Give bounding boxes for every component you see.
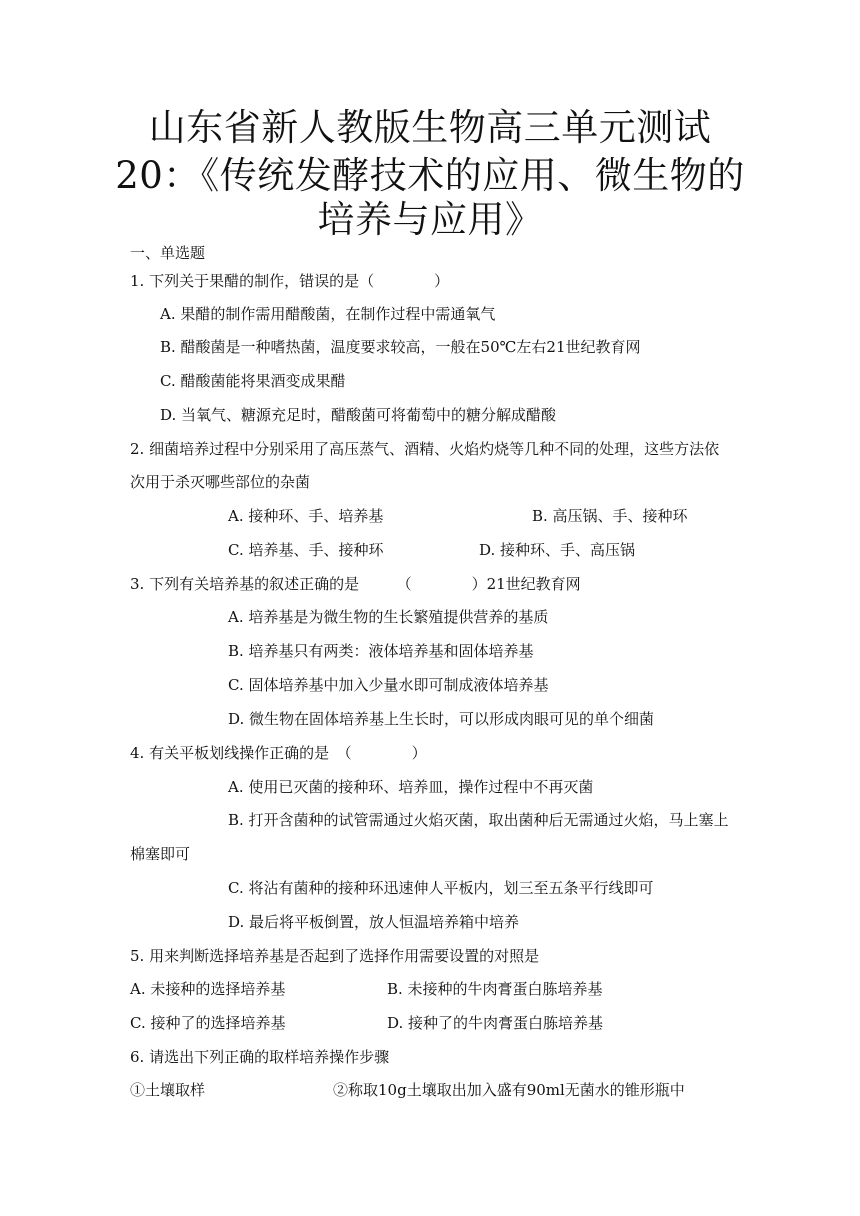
question-6-step-2: ②称取10g土壤取出加入盛有90ml无菌水的锥形瓶中 bbox=[333, 1081, 685, 1099]
question-6-step-1: ①土壤取样 bbox=[130, 1081, 206, 1099]
question-5-option-b: B. 未接种的牛肉膏蛋白胨培养基 bbox=[387, 980, 603, 998]
question-1-stem: 1. 下列关于果醋的制作，错误的是（ ） bbox=[130, 272, 450, 290]
question-3-option-c: C. 固体培养基中加入少量水即可制成液体培养基 bbox=[228, 676, 549, 694]
question-3-stem: 3. 下列有关培养基的叙述正确的是 （ ）21世纪教育网 bbox=[130, 575, 581, 593]
question-2-option-a: A. 接种环、手、培养基 bbox=[228, 507, 384, 525]
question-4-stem: 4. 有关平板划线操作正确的是 （ ） bbox=[130, 744, 427, 762]
question-3-option-a: A. 培养基是为微生物的生长繁殖提供营养的基质 bbox=[228, 608, 549, 626]
document-title-line-2: 20：《传统发酵技术的应用、微生物的 bbox=[115, 154, 745, 197]
question-5-stem: 5. 用来判断选择培养基是否起到了选择作用需要设置的对照是 bbox=[130, 947, 540, 965]
document-title-line-3: 培养与应用》 bbox=[317, 198, 543, 241]
question-1-option-a: A. 果醋的制作需用醋酸菌，在制作过程中需通氧气 bbox=[160, 305, 496, 323]
question-2-option-d: D. 接种环、手、高压锅 bbox=[479, 541, 636, 559]
question-1-option-b: B. 醋酸菌是一种嗜热菌，温度要求较高，一般在50℃左右21世纪教育网 bbox=[160, 338, 641, 356]
question-5-option-d: D. 接种了的牛肉膏蛋白胨培养基 bbox=[387, 1014, 604, 1032]
question-2-option-b: B. 高压锅、手、接种环 bbox=[532, 507, 688, 525]
question-2-option-c: C. 培养基、手、接种环 bbox=[228, 541, 384, 559]
section-heading: 一、单选题 bbox=[130, 244, 206, 262]
question-1-option-d: D. 当氧气、糖源充足时，醋酸菌可将葡萄中的糖分解成醋酸 bbox=[160, 406, 557, 424]
document-title-line-1: 山东省新人教版生物高三单元测试 bbox=[148, 106, 712, 149]
question-5-option-c: C. 接种了的选择培养基 bbox=[130, 1014, 286, 1032]
question-2-stem-line-2: 次用于杀灭哪些部位的杂菌 bbox=[130, 473, 311, 491]
question-5-option-a: A. 未接种的选择培养基 bbox=[130, 980, 286, 998]
question-4-option-b-continued: 棉塞即可 bbox=[130, 845, 191, 863]
question-4-option-a: A. 使用已灭菌的接种环、培养皿，操作过程中不再灭菌 bbox=[228, 778, 594, 796]
question-2-stem-line-1: 2. 细菌培养过程中分别采用了高压蒸气、酒精、火焰灼烧等几种不同的处理，这些方法依 bbox=[130, 440, 720, 458]
question-3-option-d: D. 微生物在固体培养基上生长时，可以形成肉眼可见的单个细菌 bbox=[228, 710, 655, 728]
question-1-option-c: C. 醋酸菌能将果酒变成果醋 bbox=[160, 372, 346, 390]
question-4-option-c: C. 将沾有菌种的接种环迅速伸人平板内，划三至五条平行线即可 bbox=[228, 879, 654, 897]
question-6-stem: 6. 请选出下列正确的取样培养操作步骤 bbox=[130, 1048, 390, 1066]
question-4-option-b: B. 打开含菌种的试管需通过火焰灭菌，取出菌种后无需通过火焰，马上塞上 bbox=[228, 811, 729, 829]
question-4-option-d: D. 最后将平板倒置，放人恒温培养箱中培养 bbox=[228, 913, 520, 931]
question-3-option-b: B. 培养基只有两类：液体培养基和固体培养基 bbox=[228, 642, 534, 660]
